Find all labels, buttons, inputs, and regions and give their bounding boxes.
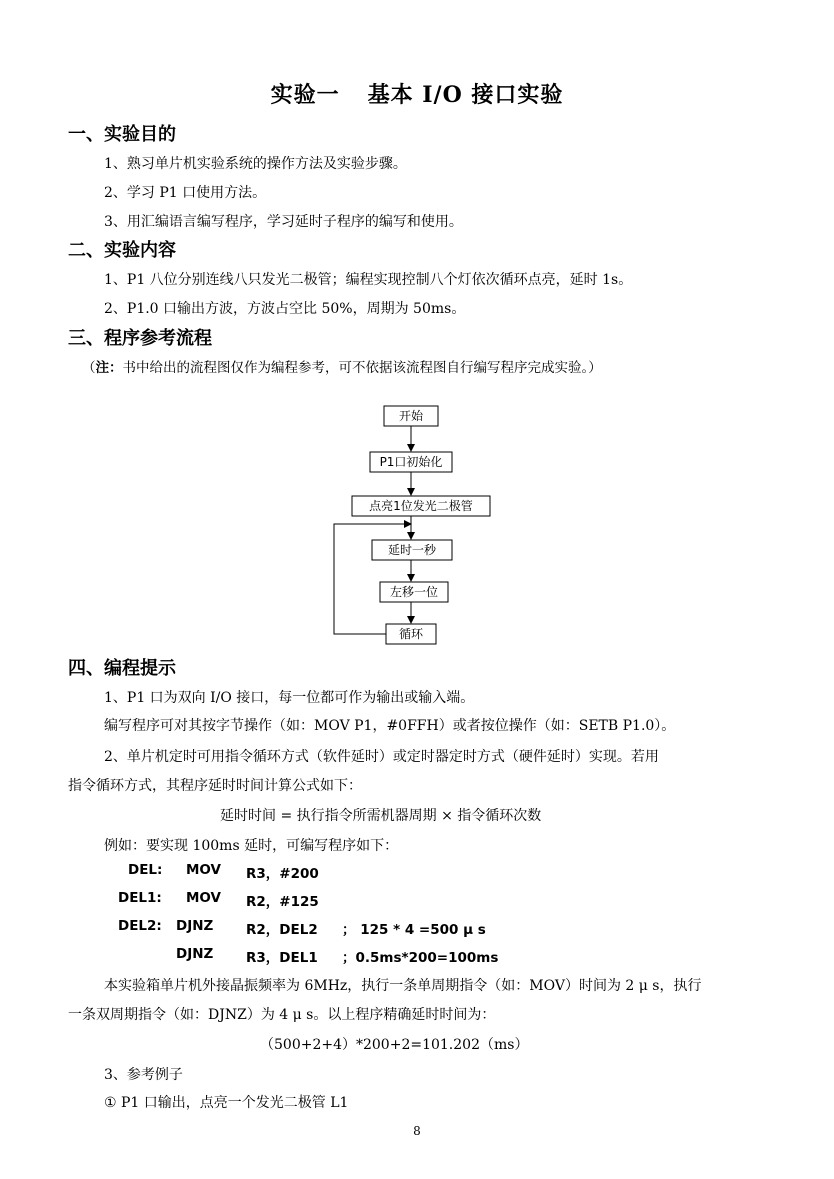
title-part2: 基本 I/O 接口实验 (367, 82, 564, 108)
code-args: R2，#125 (246, 894, 319, 910)
delay-calculation: （500+2+4）*200+2=101.202（ms） (260, 1037, 529, 1053)
flow-label-delay: 延时一秒 (387, 543, 437, 557)
hint-paragraph: 本实验箱单片机外接晶振频率为 6MHz，执行一条单周期指令（如：MOV）时间为 2 μ s，执行 (104, 978, 702, 994)
hint-paragraph: ① P1 口输出，点亮一个发光二极管 L1 (104, 1095, 349, 1111)
title-part1: 实验一 (270, 82, 340, 108)
flowchart (320, 396, 520, 651)
section-heading-flow: 三、程序参考流程 (68, 328, 212, 349)
example-intro: 例如：要实现 100ms 延时，可编写程序如下： (104, 838, 399, 854)
code-label: DEL: (128, 862, 163, 878)
code-args: R2，DEL2 (246, 922, 318, 938)
flow-label-light: 点亮1位发光二极管 (369, 499, 473, 513)
code-args: R3，DEL1 (246, 950, 318, 966)
hint-paragraph: 2、单片机定时可用指令循环方式（软件延时）或定时器定时方式（硬件延时）实现。若用 (104, 749, 659, 765)
note-label: 注： (95, 360, 123, 376)
delay-formula: 延时时间 = 执行指令所需机器周期 × 指令循环次数 (220, 808, 542, 824)
flow-label-init: P1口初始化 (379, 455, 443, 469)
objective-item: 3、用汇编语言编写程序，学习延时子程序的编写和使用。 (104, 214, 463, 230)
section-heading-hints: 四、编程提示 (68, 658, 176, 679)
code-op: DJNZ (176, 946, 214, 962)
objective-item: 1、熟习单片机实验系统的操作方法及实验步骤。 (104, 156, 407, 172)
code-comment: ；0.5ms*200=100ms (342, 950, 499, 966)
flow-note (82, 356, 602, 376)
hint-paragraph: 3、参考例子 (104, 1067, 183, 1083)
code-op: MOV (186, 890, 221, 906)
code-op: DJNZ (176, 918, 214, 934)
hint-paragraph: 1、P1 口为双向 I/O 接口，每一位都可作为输出或输入端。 (104, 690, 475, 706)
flow-label-shift: 左移一位 (389, 585, 439, 599)
code-label: DEL2: (118, 918, 162, 934)
code-op: MOV (186, 862, 221, 878)
objective-item: 2、学习 P1 口使用方法。 (104, 185, 267, 201)
content-item: 1、P1 八位分别连线八只发光二极管；编程实现控制八个灯依次循环点亮，延时 1s。 (104, 272, 633, 288)
flow-label-loop: 循环 (398, 627, 424, 641)
hint-paragraph: 指令循环方式，其程序延时时间计算公式如下： (68, 778, 362, 794)
flow-label-start: 开始 (398, 409, 424, 423)
content-item: 2、P1.0 口输出方波，方波占空比 50%，周期为 50ms。 (104, 301, 466, 317)
page-title (0, 78, 834, 109)
code-comment: ； 125 * 4 =500 μ s (342, 922, 486, 938)
note-text: 书中给出的流程图仅作为编程参考，可不依据该流程图自行编写程序完成实验。） (122, 360, 602, 376)
code-label: DEL1: (118, 890, 162, 906)
section-heading-content: 二、实验内容 (68, 240, 176, 261)
note-paren: （ (82, 360, 96, 376)
section-heading-objectives: 一、实验目的 (68, 124, 176, 145)
code-args: R3，#200 (246, 866, 319, 882)
page-number: 8 (413, 1124, 421, 1138)
hint-paragraph: 编写程序可对其按字节操作（如：MOV P1，#0FFH）或者按位操作（如：SETB P1.0）。 (104, 718, 676, 734)
hint-paragraph: 一条双周期指令（如：DJNZ）为 4 μ s。以上程序精确延时时间为： (68, 1007, 496, 1023)
